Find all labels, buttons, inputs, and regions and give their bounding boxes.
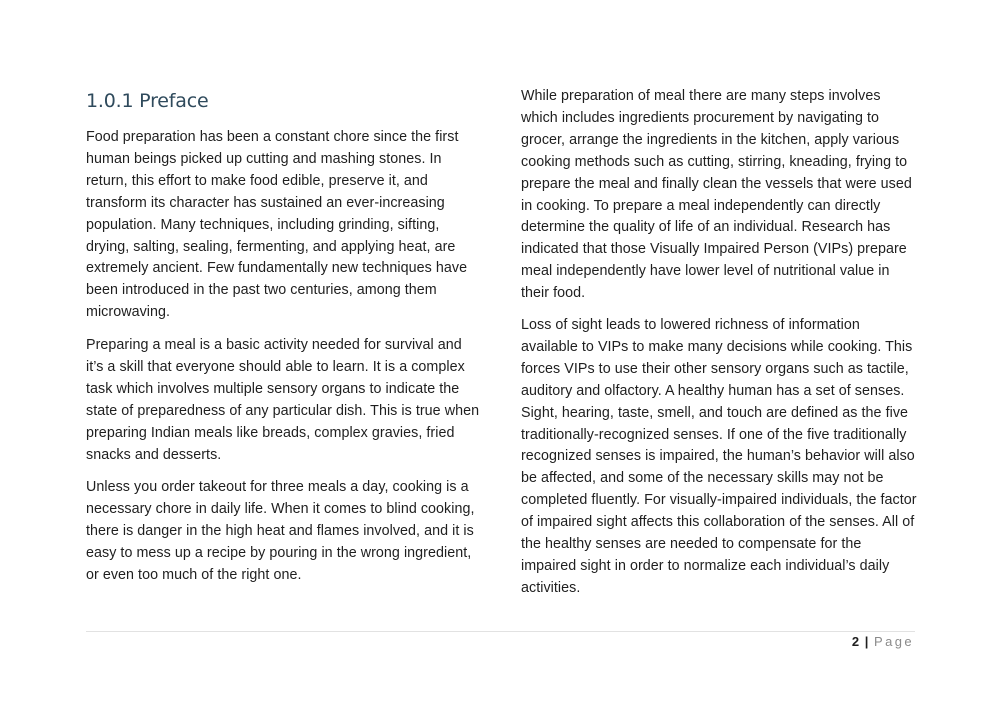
left-paragraph-2: Preparing a meal is a basic activity needed for survival and it’s a skill that everyone should able to learn. It is a complex task which involves multiple sensory organs to indicate the state of preparedness of any particular dish. This is true when preparing Indian meals like breads, complex gravies, fried snacks and desserts.	[86, 337, 480, 463]
section-heading: 1.0.1 Preface	[86, 90, 209, 112]
right-paragraph-1: While preparation of meal there are many steps involves which includes ingredients procurement by navigating to grocer, arrange the ingredients in the kitchen, apply various cooking methods such as cutting, stirring, kneading, frying to prepare the meal and finally clean the vessels that were used in cooking. To prepare a meal independently can directly determine the quality of life of an individual. Research has indicated that those Visually Impaired Person (VIPs) prepare meal independently have lower level of nutritional value in their food.	[521, 88, 912, 302]
footer-divider	[86, 631, 915, 632]
right-paragraph-2: Loss of sight leads to lowered richness of information available to VIPs to make many decisions while cooking. This forces VIPs to use their other sensory organs such as tactile, auditory and olfactory. A healthy human has a set of senses. Sight, hearing, taste, smell, and touch are defined as the five traditionally-recognized senses. If one of the five traditionally recognized senses is impaired, the human’s behavior will also be affected, and some of the necessary skills may not be completed fluently. For visually-impaired individuals, the factor of impaired sight affects this collaboration of the senses. All of the healthy senses are needed to compensate for the impaired sight in order to normalize each individual’s daily activities.	[521, 317, 917, 596]
page-footer	[852, 633, 914, 651]
page-number: 2	[851, 634, 860, 649]
left-paragraph-3: Unless you order takeout for three meals a day, cooking is a necessary chore in daily life. When it comes to blind cooking, there is danger in the high heat and flames involved, and it is easy to mess up a recipe by pouring in the wrong ingredient, or even too much of the right one.	[86, 479, 475, 583]
footer-separator: |	[864, 634, 869, 649]
page-label: Page	[874, 634, 914, 649]
left-paragraph-1: Food preparation has been a constant chore since the first human beings picked up cutting and mashing stones. In return, this effort to make food edible, preserve it, and transform its character has sustained an ever-increasing population. Many techniques, including grinding, sifting, drying, salting, sealing, fermenting, and applying heat, are extremely ancient. Few fundamentally new techniques have been introduced in the past two centuries, among them microwaving.	[86, 129, 468, 321]
